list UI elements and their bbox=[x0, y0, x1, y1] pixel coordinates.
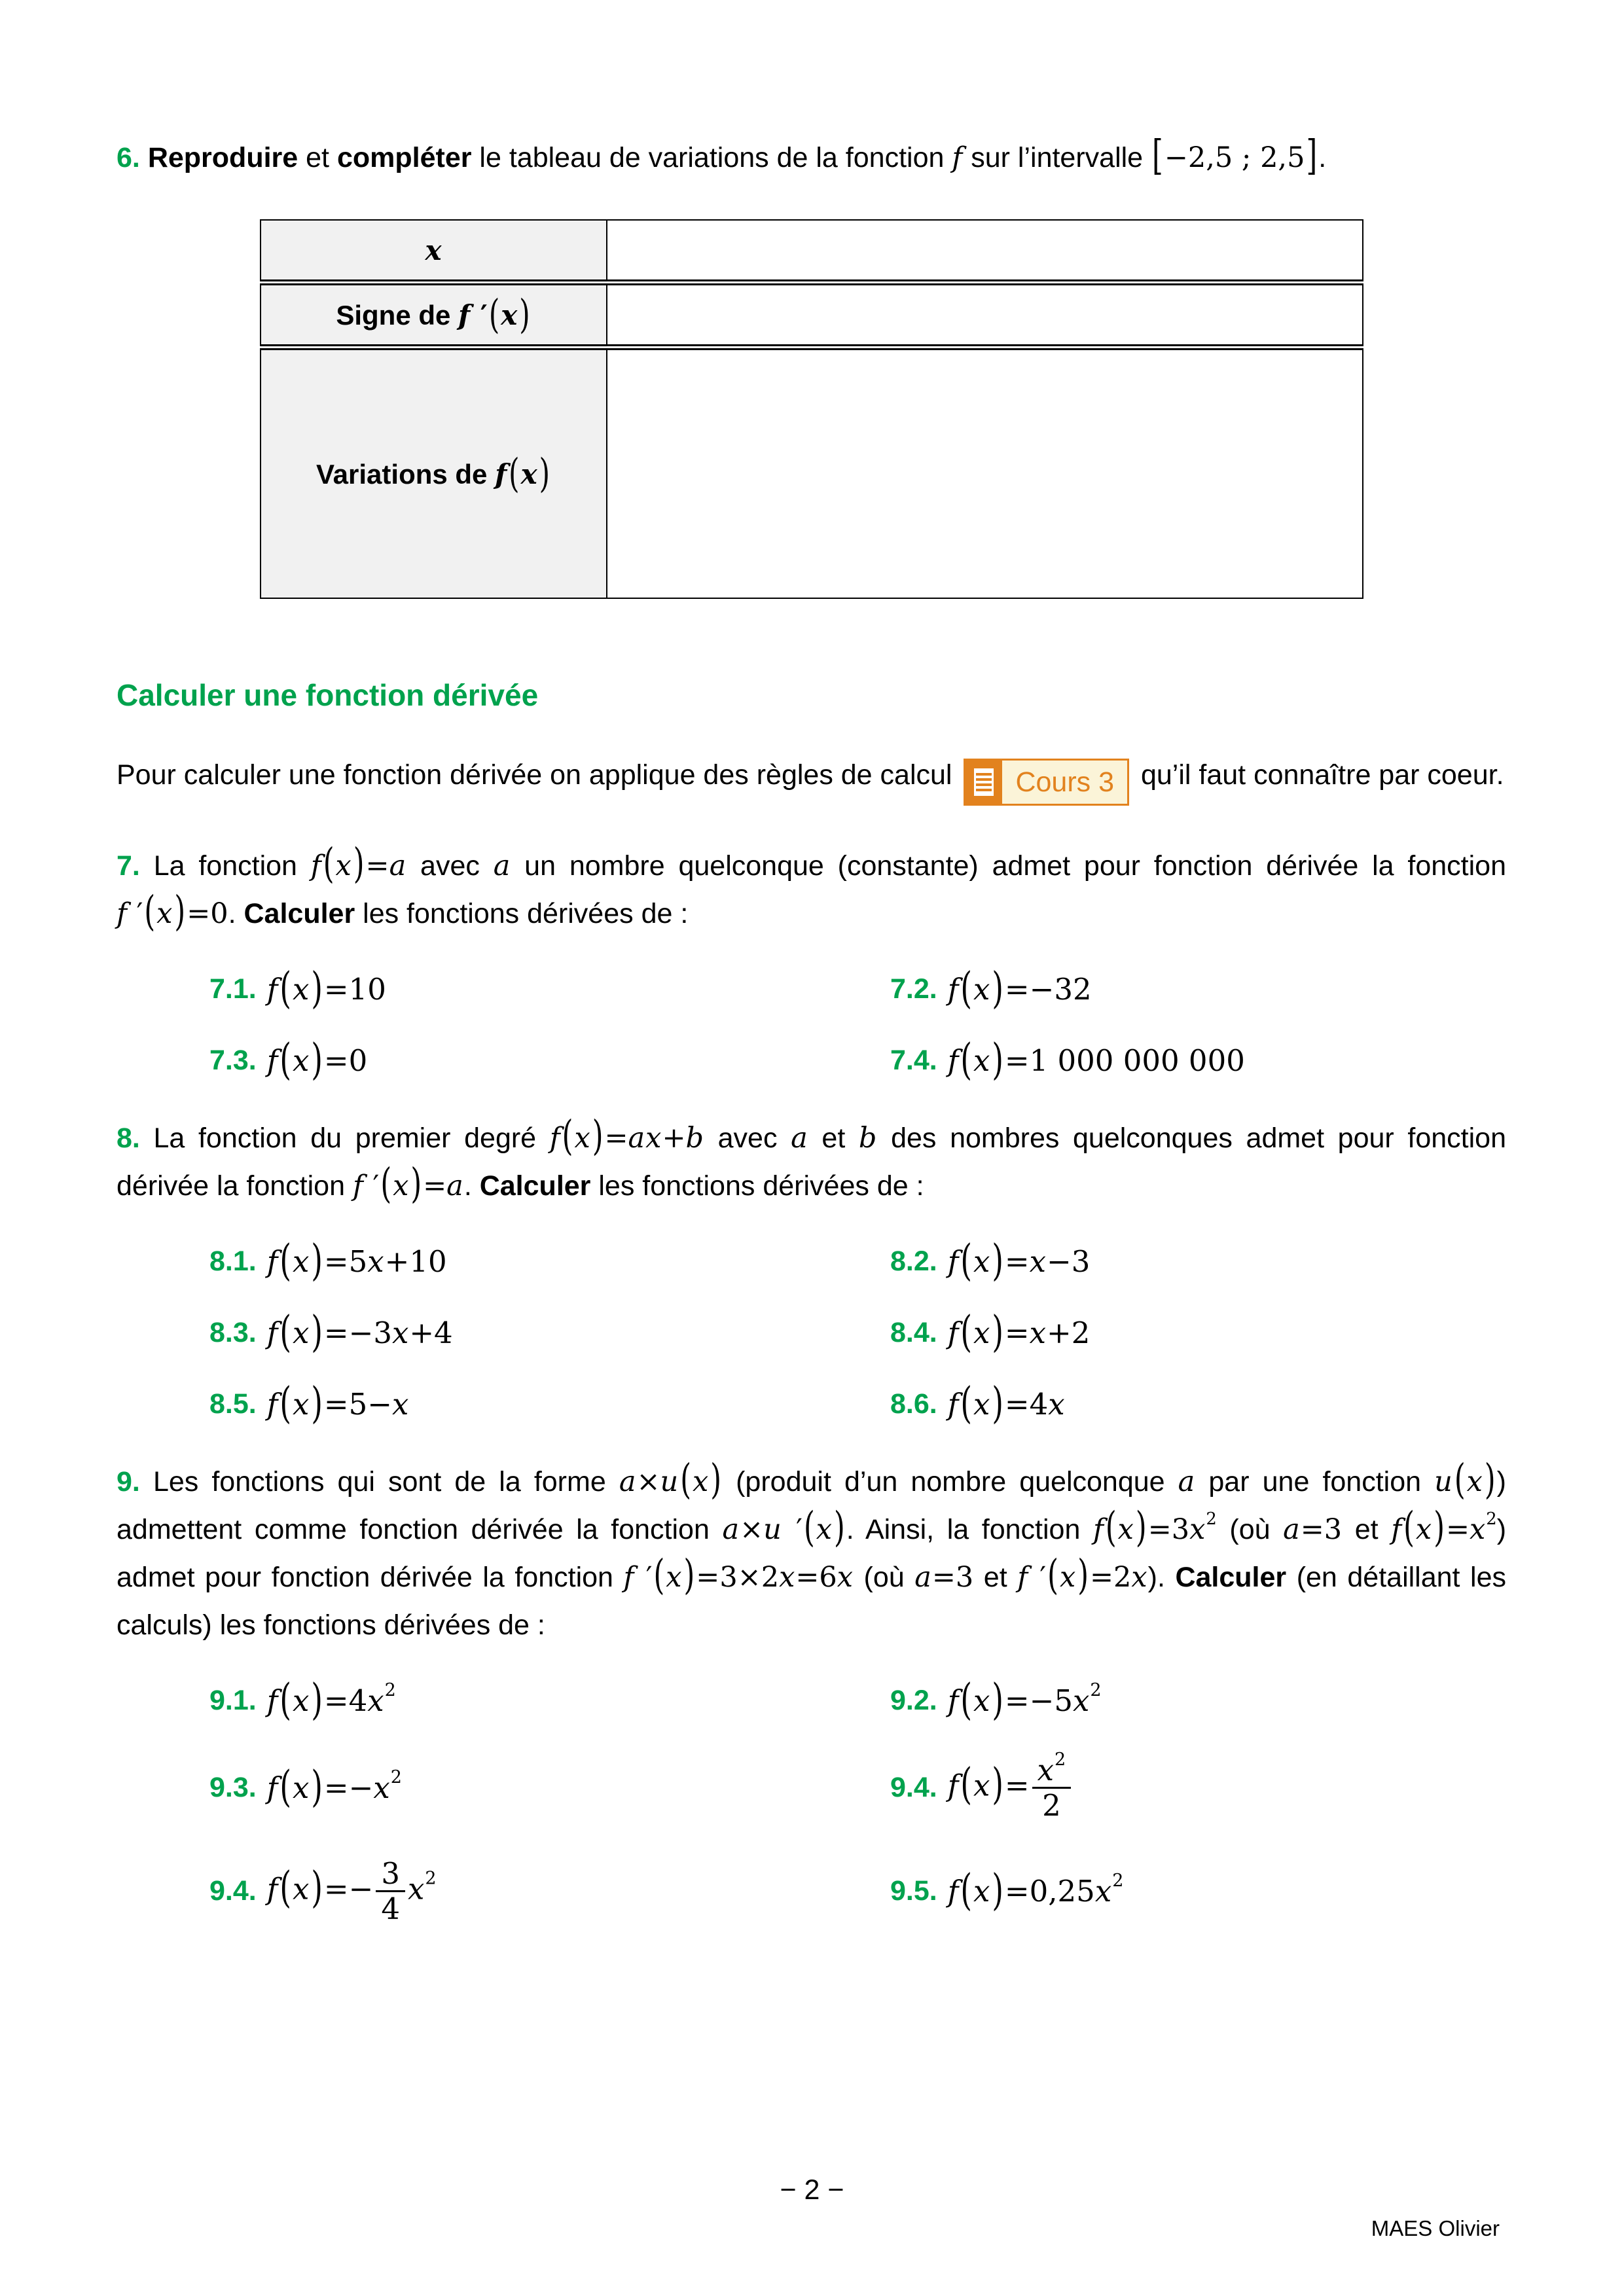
formula: f(x)=x−3 bbox=[947, 1235, 1091, 1286]
formula: $f(x)=0,25x^2$ bbox=[947, 1865, 1124, 1915]
inline-formula: [−2,5 ; 2,5] bbox=[1152, 132, 1318, 180]
table-cell-variations-values bbox=[607, 348, 1363, 599]
page-number: − 2 − bbox=[780, 2174, 844, 2206]
inline-formula: a=3 bbox=[1283, 1513, 1343, 1547]
item-row bbox=[209, 963, 1506, 1014]
inline-formula: f ′(x)=a bbox=[352, 1160, 464, 1208]
item-label: 9.5. bbox=[890, 1874, 937, 1907]
formula: f(x)=− $\frac{3}{4}$ $x^2$ bbox=[266, 1856, 437, 1926]
exercise-item-9-2 bbox=[890, 1674, 1102, 1725]
item-label: 7.4. bbox=[890, 1045, 937, 1077]
inline-formula: f ′(x) bbox=[458, 290, 530, 337]
exercise-6-statement: 6. Reproduire et compléter le tableau de variations de la fonction f sur l’intervalle [−2,5 ; 2,5]. bbox=[117, 132, 1327, 180]
inline-formula: b bbox=[858, 1122, 878, 1155]
inline-formula: $f(x)=x^2$ bbox=[1391, 1504, 1497, 1552]
table-row-x bbox=[261, 220, 1363, 283]
inline-formula: a×u ′(x) bbox=[722, 1504, 845, 1552]
exercise-item-9-4 bbox=[890, 1749, 1074, 1823]
item-label: 7.1. bbox=[209, 973, 257, 1005]
formula: f(x)=5−x bbox=[266, 1378, 410, 1429]
item-label: 8.6. bbox=[890, 1388, 937, 1420]
exercise-9-statement: 9. Les fonctions qui sont de la forme a×u(x) (produit d’un nombre quelconque a par une fonction u(x)) admettent comme fonction dérivée la fonction a×u ′(x). Ainsi, la fonction $f(x)=3x^2$ (où a=3 et $f(x)=x^2$) admet pour fonction dérivée la fonction f ′(x)=3×2x=6x (où a=3 et f ′(x)=2x). Calculer (en détaillant les calculs) les fonctions dérivées de : bbox=[117, 1456, 1507, 1641]
variation-table bbox=[260, 219, 1363, 599]
exercise-8-statement: 8. La fonction du premier degré f(x)=ax+b avec a et b des nombres quelconques admet pour fonction dérivée la fonction f ′(x)=a. Calculer les fonctions dérivées de : bbox=[117, 1113, 1506, 1208]
inline-formula: f(x)=a bbox=[310, 840, 407, 888]
item-label: 8.4. bbox=[890, 1317, 937, 1349]
item-label: 8.1. bbox=[209, 1246, 257, 1278]
exercise-item-8-5 bbox=[209, 1378, 890, 1429]
inline-formula: f(x)=ax+b bbox=[549, 1113, 704, 1160]
item-label: 8.2. bbox=[890, 1246, 937, 1278]
table-label-x bbox=[261, 220, 607, 283]
inline-formula: a bbox=[1178, 1465, 1196, 1499]
exercise-item-8-1 bbox=[209, 1235, 890, 1286]
exercise-7-items bbox=[209, 963, 1506, 1085]
exercise-9-items bbox=[209, 1674, 1506, 1926]
formula: f(x)=1 000 000 000 bbox=[947, 1034, 1245, 1085]
inline-formula: u(x) bbox=[1434, 1456, 1496, 1504]
formula: f(x)=0 bbox=[266, 1034, 368, 1085]
table-label-variations: Variations de f(x) bbox=[261, 348, 607, 599]
exercise-item-8-4 bbox=[890, 1306, 1091, 1357]
table-label-sign: Signe de f ′(x) bbox=[261, 283, 607, 348]
formula: $f(x)=-x^2$ bbox=[266, 1761, 402, 1812]
inline-formula: f bbox=[952, 141, 964, 174]
exercise-8-items bbox=[209, 1235, 1506, 1429]
formula: $f(x)=-5x^2$ bbox=[947, 1674, 1102, 1725]
item-row bbox=[209, 1858, 1506, 1925]
section-heading: Calculer une fonction dérivée bbox=[117, 678, 539, 712]
item-row bbox=[209, 1034, 1506, 1085]
table-cell-x-values bbox=[607, 220, 1363, 283]
formula: $f(x)=4x^2$ bbox=[266, 1674, 396, 1725]
item-label: 8.3. bbox=[209, 1317, 257, 1349]
formula: f(x)=4x bbox=[947, 1378, 1066, 1429]
table-row-variations bbox=[261, 348, 1363, 599]
exercise-item-7-1 bbox=[209, 963, 890, 1014]
table-row-sign bbox=[261, 283, 1363, 348]
inline-formula: a=3 bbox=[914, 1561, 974, 1594]
item-label: 9.3. bbox=[209, 1772, 257, 1804]
exercise-item-9-3 bbox=[209, 1761, 890, 1812]
inline-formula: a×u(x) bbox=[619, 1456, 722, 1504]
item-label: 9.2. bbox=[890, 1685, 937, 1717]
item-row bbox=[209, 1235, 1506, 1286]
item-row bbox=[209, 1674, 1506, 1725]
cours-reference-badge bbox=[964, 759, 1129, 806]
formula: f(x)=10 bbox=[266, 963, 386, 1014]
item-label: 8.5. bbox=[209, 1388, 257, 1420]
formula: f(x)=−3x+4 bbox=[266, 1306, 453, 1357]
exercise-item-8-2 bbox=[890, 1235, 1091, 1286]
exercise-item-8-3 bbox=[209, 1306, 890, 1357]
item-label: 7.3. bbox=[209, 1045, 257, 1077]
table-cell-sign-values bbox=[607, 283, 1363, 348]
intro-paragraph: Pour calculer une fonction dérivée on applique des règles de calcul Cours 3 qu’il faut connaître par coeur. bbox=[117, 751, 1506, 806]
formula: f(x)=5x+10 bbox=[266, 1235, 447, 1286]
inline-formula: f ′(x)=0 bbox=[117, 888, 228, 936]
item-row bbox=[209, 1749, 1506, 1823]
badge-label: Cours 3 bbox=[1015, 766, 1115, 798]
inline-formula: f ′(x)=2x bbox=[1017, 1552, 1148, 1600]
item-label: 9.1. bbox=[209, 1685, 257, 1717]
exercise-item-8-6 bbox=[890, 1378, 1066, 1429]
formula: f(x)=x+2 bbox=[947, 1306, 1091, 1357]
inline-formula: $f(x)=3x^2$ bbox=[1092, 1504, 1217, 1552]
inline-formula: f(x) bbox=[495, 449, 550, 496]
item-row bbox=[209, 1378, 1506, 1429]
exercise-7-statement: 7. La fonction f(x)=a avec a un nombre quelconque (constante) admet pour fonction dérivée la fonction f ′(x)=0. Calculer les fonctions dérivées de : bbox=[117, 840, 1506, 936]
item-row bbox=[209, 1306, 1506, 1357]
document-icon bbox=[965, 761, 1002, 804]
item-label: 7.2. bbox=[890, 973, 937, 1005]
exercise-item-7-2 bbox=[890, 963, 1092, 1014]
exercise-item-7-4 bbox=[890, 1034, 1245, 1085]
inline-formula: a bbox=[493, 850, 511, 883]
formula: f(x)=−32 bbox=[947, 963, 1092, 1014]
author-name: MAES Olivier bbox=[1371, 2216, 1500, 2240]
exercise-item-9-5 bbox=[890, 1865, 1124, 1915]
inline-formula: x bbox=[425, 234, 442, 266]
formula: f(x)= $\frac{x^2}{2}$ bbox=[948, 1755, 1074, 1821]
exercise-item-7-3 bbox=[209, 1034, 890, 1085]
exercise-item-9-4b bbox=[209, 1858, 890, 1925]
item-label: 9.4. bbox=[890, 1772, 937, 1804]
inline-formula: a bbox=[791, 1122, 808, 1155]
item-label: 9.4. bbox=[209, 1874, 257, 1907]
exercise-item-9-1 bbox=[209, 1674, 890, 1725]
inline-formula: f ′(x)=3×2x=6x bbox=[623, 1552, 854, 1600]
